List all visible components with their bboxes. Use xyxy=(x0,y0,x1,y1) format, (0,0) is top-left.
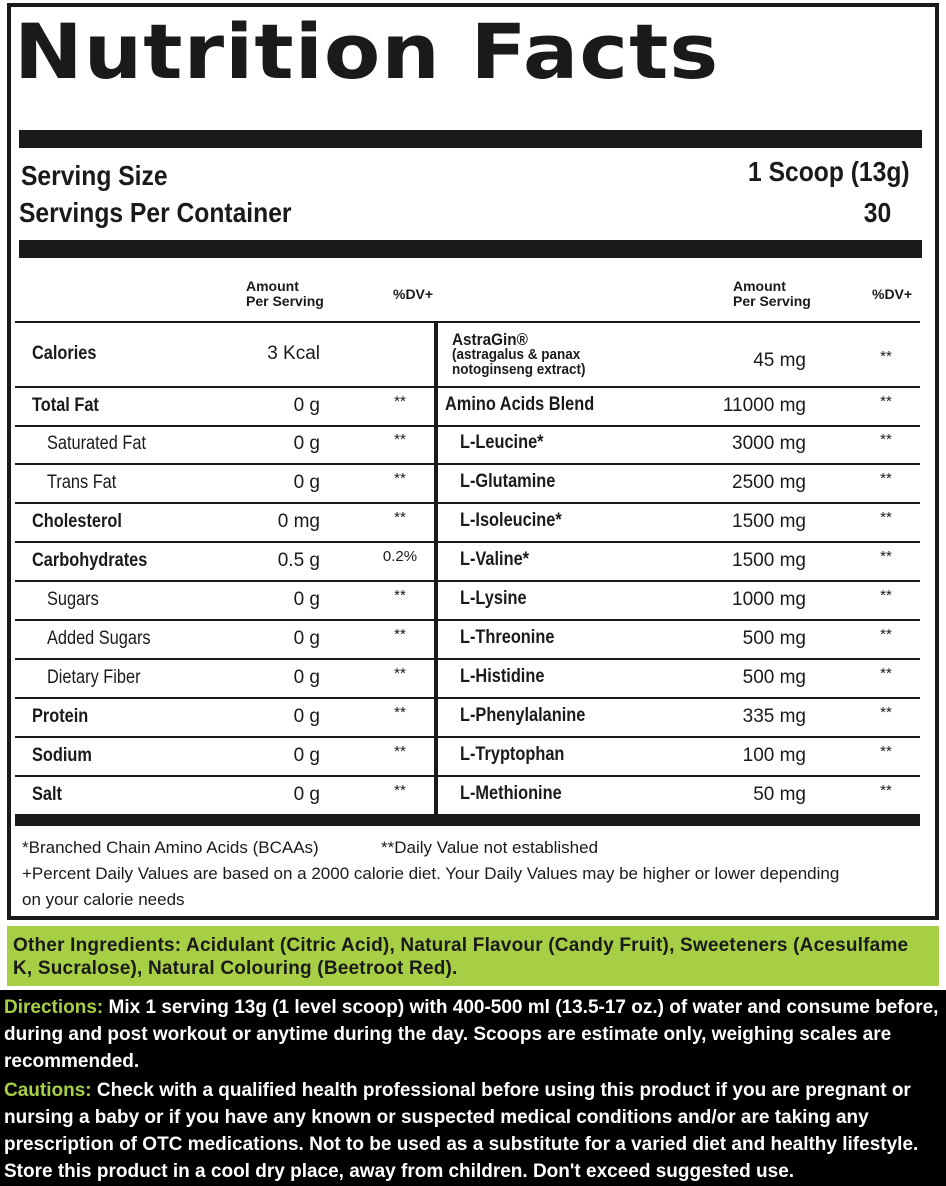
right-row-rule xyxy=(438,502,920,504)
nutrient-dv: ** xyxy=(394,781,406,799)
nutrient-label: Carbohydrates xyxy=(32,549,148,571)
directions-body: Mix 1 serving 13g (1 level scoop) with 400-500 ml (13.5-17 oz.) of water and consume before, during and post workout or anytime during the day. Scoops are estimate only, weighing scales are recommended. xyxy=(4,997,939,1072)
left-amount-header: Amount Per Serving xyxy=(246,278,324,309)
right-row-rule xyxy=(438,425,920,427)
right-row-rule xyxy=(438,736,920,738)
left-row-rule xyxy=(15,425,434,427)
left-row-rule xyxy=(15,619,434,621)
footnote-dv-not-established: **Daily Value not established xyxy=(381,838,599,857)
nutrient-amount: 0 mg xyxy=(277,510,320,532)
amino-amount: 50 mg xyxy=(753,783,806,805)
amino-amount: 2500 mg xyxy=(732,471,806,493)
serving-thick-bar xyxy=(19,240,922,258)
amino-label: L-Methionine xyxy=(460,782,562,804)
nutrient-label: Dietary Fiber xyxy=(47,666,141,688)
left-row-rule xyxy=(15,736,434,738)
footnote-percent-dv: +Percent Daily Values are based on a 2000 calorie diet. Your Daily Values may be higher or lower depending xyxy=(22,864,840,883)
nutrient-dv: ** xyxy=(394,431,406,448)
nutrient-amount: 0 g xyxy=(293,471,320,493)
right-row-rule xyxy=(438,386,920,388)
amino-amount: 1000 mg xyxy=(732,588,806,610)
amino-amount: 500 mg xyxy=(742,666,806,688)
directions-panel xyxy=(0,990,946,1186)
nutrient-label: Trans Fat xyxy=(47,471,117,493)
nutrient-amount: 0 g xyxy=(293,783,320,805)
left-row-rule xyxy=(15,658,434,660)
nutrient-amount: 0 g xyxy=(293,394,320,416)
nutrient-label: Cholesterol xyxy=(32,510,122,532)
right-row-rule xyxy=(438,658,920,660)
servings-per-container-label: Servings Per Container xyxy=(19,197,292,228)
bottom-thick-bar xyxy=(15,814,920,826)
nutrient-dv: ** xyxy=(394,392,406,410)
amino-label: L-Lysine xyxy=(460,587,527,609)
cautions-label: Cautions: xyxy=(4,1080,92,1101)
amino-dv: ** xyxy=(880,781,892,799)
left-row-rule xyxy=(15,775,434,777)
serving-size-value: 1 Scoop (13g) xyxy=(748,156,910,187)
amino-dv: ** xyxy=(880,664,892,682)
left-row-rule xyxy=(15,580,434,582)
right-row-rule xyxy=(438,775,920,777)
nutrient-dv: ** xyxy=(394,703,406,721)
left-dv-header: %DV+ xyxy=(393,286,434,302)
nutrient-dv: ** xyxy=(394,664,406,682)
directions-label: Directions: xyxy=(4,997,104,1018)
cautions-body: Check with a qualified health professional before using this product if you are pregnant or nursing a baby or if you have any known or suspected medical conditions and/or are taking any prescription of OTC medications. Not to be used as a substitute for a varied diet and healthy lifestyle. Store this product in a cool dry place, away from children. Don't exceed suggested use. xyxy=(4,1080,919,1182)
nutrient-amount: 0 g xyxy=(293,588,320,610)
ingredients-text: Other Ingredients: Acidulant (Citric Acid), Natural Flavour (Candy Fruit), Sweeteners (Acesulfame K, Sucralose), Natural Colouring (Beetroot Red). xyxy=(13,935,909,979)
amino-label: L-Phenylalanine xyxy=(460,704,586,726)
nutrient-label: Calories xyxy=(32,343,97,364)
amino-dv: ** xyxy=(880,742,892,760)
amino-label: L-Leucine* xyxy=(460,432,544,453)
left-row-rule xyxy=(15,386,434,388)
right-row-rule xyxy=(438,541,920,543)
left-row-rule xyxy=(15,502,434,504)
right-dv-header: %DV+ xyxy=(872,286,913,302)
amino-amount: 500 mg xyxy=(742,627,806,649)
left-row-rule xyxy=(15,541,434,543)
ingredients-panel xyxy=(7,926,939,986)
nutrient-amount: 0 g xyxy=(293,666,320,688)
right-row-rule xyxy=(438,619,920,621)
column-divider xyxy=(434,322,438,814)
astragin-amount: 45 mg xyxy=(753,350,806,371)
nutrient-amount: 0 g xyxy=(293,627,320,649)
right-row-rule xyxy=(438,697,920,699)
amino-label: L-Threonine xyxy=(460,626,555,648)
left-row-rule xyxy=(15,463,434,465)
amino-amount: 1500 mg xyxy=(732,549,806,571)
amino-amount: 100 mg xyxy=(742,744,806,766)
nutrient-label: Sugars xyxy=(47,588,99,610)
nutrient-dv: 0.2% xyxy=(382,547,418,565)
amino-amount: 1500 mg xyxy=(732,510,806,532)
servings-per-container-value: 30 xyxy=(863,197,891,228)
amino-dv: ** xyxy=(880,547,892,565)
astragin-dv: ** xyxy=(880,348,892,365)
nutrient-amount: 0 g xyxy=(293,705,320,727)
astragin-label: AstraGin® (astragalus & panax notoginseng extract) xyxy=(452,330,586,378)
directions-text xyxy=(4,994,942,1075)
nutrient-dv: ** xyxy=(394,469,406,487)
nutrient-label: Salt xyxy=(32,783,62,805)
footnote-calorie-needs: on your calorie needs xyxy=(22,890,185,909)
amino-label: L-Tryptophan xyxy=(460,743,565,765)
nutrient-amount: 3 Kcal xyxy=(267,343,320,364)
nutrient-label: Protein xyxy=(32,705,89,727)
serving-size-label: Serving Size xyxy=(21,160,168,191)
footnote-bcaa: *Branched Chain Amino Acids (BCAAs) xyxy=(22,838,319,857)
header-rule xyxy=(15,321,920,323)
amino-dv: ** xyxy=(880,625,892,643)
amino-label: L-Isoleucine* xyxy=(460,509,562,531)
right-row-rule xyxy=(438,580,920,582)
nutrient-amount: 0 g xyxy=(293,744,320,766)
nutrient-dv: ** xyxy=(394,508,406,526)
amino-dv: ** xyxy=(880,392,892,410)
amino-dv: ** xyxy=(880,431,892,448)
amino-amount: 335 mg xyxy=(742,705,806,727)
amino-label: L-Histidine xyxy=(460,665,545,687)
amino-label: Amino Acids Blend xyxy=(445,393,595,415)
nutrient-label: Saturated Fat xyxy=(47,433,147,454)
cautions-text xyxy=(4,1077,942,1185)
right-row-rule xyxy=(438,463,920,465)
amino-dv: ** xyxy=(880,508,892,526)
amino-dv: ** xyxy=(880,703,892,721)
right-amount-header: Amount Per Serving xyxy=(733,278,811,309)
amino-amount: 11000 mg xyxy=(722,394,806,416)
left-row-rule xyxy=(15,697,434,699)
nutrient-label: Total Fat xyxy=(32,394,99,416)
amino-label: L-Glutamine xyxy=(460,470,556,492)
nutrient-amount: 0.5 g xyxy=(277,549,320,571)
amino-dv: ** xyxy=(880,586,892,604)
nutrient-label: Added Sugars xyxy=(47,627,151,649)
label-title: Nutrition Facts xyxy=(14,7,720,96)
amino-label: L-Valine* xyxy=(460,548,530,570)
nutrient-dv: ** xyxy=(394,742,406,760)
nutrient-dv: ** xyxy=(394,625,406,643)
amino-dv: ** xyxy=(880,469,892,487)
nutrient-dv: ** xyxy=(394,586,406,604)
nutrient-amount: 0 g xyxy=(293,433,320,454)
nutrient-label: Sodium xyxy=(32,744,92,766)
amino-amount: 3000 mg xyxy=(732,433,806,454)
top-thick-bar xyxy=(19,130,922,148)
